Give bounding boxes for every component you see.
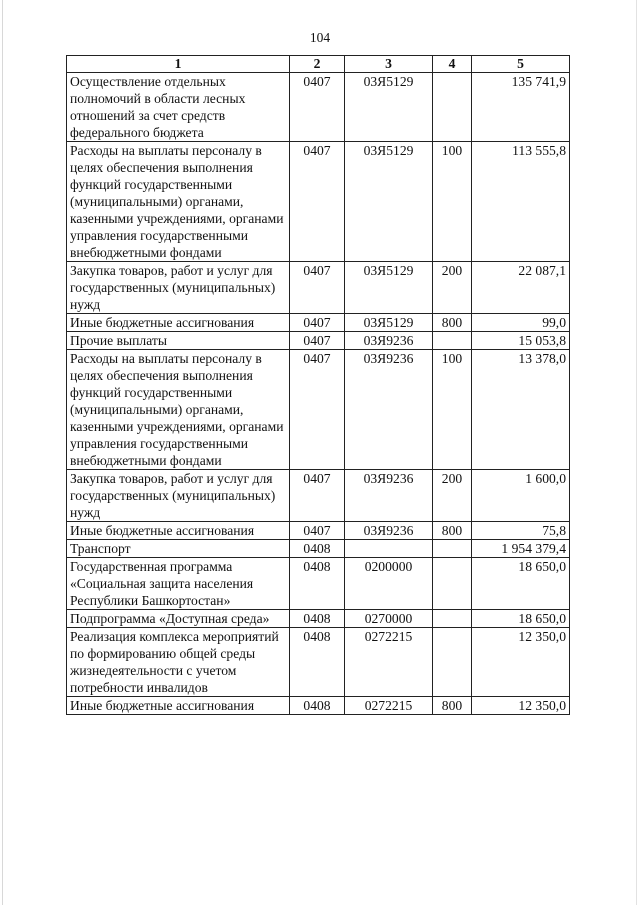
header-col-kind: 4	[433, 56, 472, 73]
row-target-cell: 0270000	[345, 610, 433, 628]
row-section-cell: 0408	[290, 610, 345, 628]
row-name-cell: Иные бюджетные ассигнования	[67, 697, 290, 715]
row-target-cell: 03Я5129	[345, 314, 433, 332]
row-kind-cell: 800	[433, 314, 472, 332]
row-kind-cell	[433, 610, 472, 628]
row-name-cell: Закупка товаров, работ и услуг для государственных (муниципальных) нужд	[67, 262, 290, 314]
table-row	[67, 540, 570, 558]
scan-edge-right	[636, 0, 637, 905]
row-name-cell: Подпрограмма «Доступная среда»	[67, 610, 290, 628]
row-kind-cell: 100	[433, 142, 472, 262]
row-amount-cell: 75,8	[472, 522, 570, 540]
header-col-target: 3	[345, 56, 433, 73]
page-number: 104	[309, 30, 331, 45]
row-section-cell: 0408	[290, 628, 345, 697]
table-row	[67, 522, 570, 540]
row-kind-cell: 100	[433, 350, 472, 470]
row-name-cell: Прочие выплаты	[67, 332, 290, 350]
row-amount-cell: 99,0	[472, 314, 570, 332]
row-name-cell: Расходы на выплаты персоналу в целях обеспечения выполнения функций государственными (муниципальными) органами, казенными учреждениями, органами управления государственными внебюджетными фондами	[67, 350, 290, 470]
row-amount-cell: 15 053,8	[472, 332, 570, 350]
row-target-cell: 03Я9236	[345, 350, 433, 470]
table-row	[67, 332, 570, 350]
row-section-cell: 0407	[290, 142, 345, 262]
row-kind-cell: 800	[433, 697, 472, 715]
row-amount-cell: 13 378,0	[472, 350, 570, 470]
table-row	[67, 628, 570, 697]
row-amount-cell: 22 087,1	[472, 262, 570, 314]
row-amount-cell: 113 555,8	[472, 142, 570, 262]
row-name-cell: Реализация комплекса мероприятий по формированию общей среды жизнедеятельности с учетом потребности инвалидов	[67, 628, 290, 697]
budget-table	[66, 55, 570, 715]
row-name-cell: Осуществление отдельных полномочий в области лесных отношений за счет средств федерального бюджета	[67, 73, 290, 142]
row-section-cell: 0407	[290, 470, 345, 522]
row-kind-cell: 800	[433, 522, 472, 540]
table-row	[67, 610, 570, 628]
row-target-cell: 03Я5129	[345, 142, 433, 262]
row-name-cell: Закупка товаров, работ и услуг для государственных (муниципальных) нужд	[67, 470, 290, 522]
row-target-cell: 03Я9236	[345, 332, 433, 350]
header-col-name: 1	[67, 56, 290, 73]
scan-edge-left	[2, 0, 3, 905]
table-row	[67, 470, 570, 522]
row-kind-cell: 200	[433, 262, 472, 314]
row-target-cell: 03Я5129	[345, 262, 433, 314]
row-target-cell: 0272215	[345, 697, 433, 715]
row-target-cell: 03Я5129	[345, 73, 433, 142]
row-name-cell: Иные бюджетные ассигнования	[67, 522, 290, 540]
table-row	[67, 350, 570, 470]
table-row	[67, 558, 570, 610]
row-kind-cell	[433, 540, 472, 558]
row-amount-cell: 135 741,9	[472, 73, 570, 142]
row-name-cell: Иные бюджетные ассигнования	[67, 314, 290, 332]
row-kind-cell	[433, 73, 472, 142]
row-amount-cell: 12 350,0	[472, 697, 570, 715]
row-target-cell: 0272215	[345, 628, 433, 697]
row-amount-cell: 12 350,0	[472, 628, 570, 697]
table-row	[67, 314, 570, 332]
row-name-cell: Транспорт	[67, 540, 290, 558]
row-target-cell	[345, 540, 433, 558]
row-section-cell: 0407	[290, 522, 345, 540]
row-kind-cell	[433, 558, 472, 610]
row-section-cell: 0407	[290, 332, 345, 350]
row-kind-cell	[433, 332, 472, 350]
header-col-amount: 5	[472, 56, 570, 73]
row-target-cell: 03Я9236	[345, 470, 433, 522]
row-target-cell: 0200000	[345, 558, 433, 610]
header-col-section: 2	[290, 56, 345, 73]
row-section-cell: 0408	[290, 558, 345, 610]
row-section-cell: 0408	[290, 697, 345, 715]
row-amount-cell: 18 650,0	[472, 610, 570, 628]
table-row	[67, 73, 570, 142]
row-target-cell: 03Я9236	[345, 522, 433, 540]
row-kind-cell: 200	[433, 470, 472, 522]
row-section-cell: 0407	[290, 350, 345, 470]
row-section-cell: 0407	[290, 73, 345, 142]
row-kind-cell	[433, 628, 472, 697]
row-section-cell: 0407	[290, 262, 345, 314]
row-section-cell: 0407	[290, 314, 345, 332]
table-body	[67, 73, 570, 715]
row-amount-cell: 1 600,0	[472, 470, 570, 522]
table-header	[67, 56, 570, 73]
row-amount-cell: 18 650,0	[472, 558, 570, 610]
table-row	[67, 697, 570, 715]
row-section-cell: 0408	[290, 540, 345, 558]
row-name-cell: Расходы на выплаты персоналу в целях обеспечения выполнения функций государственными (муниципальными) органами, казенными учреждениями, органами управления государственными внебюджетными фондами	[67, 142, 290, 262]
row-name-cell: Государственная программа «Социальная защита населения Республики Башкортостан»	[67, 558, 290, 610]
row-amount-cell: 1 954 379,4	[472, 540, 570, 558]
header-row	[67, 56, 570, 73]
table-row	[67, 262, 570, 314]
table-row	[67, 142, 570, 262]
